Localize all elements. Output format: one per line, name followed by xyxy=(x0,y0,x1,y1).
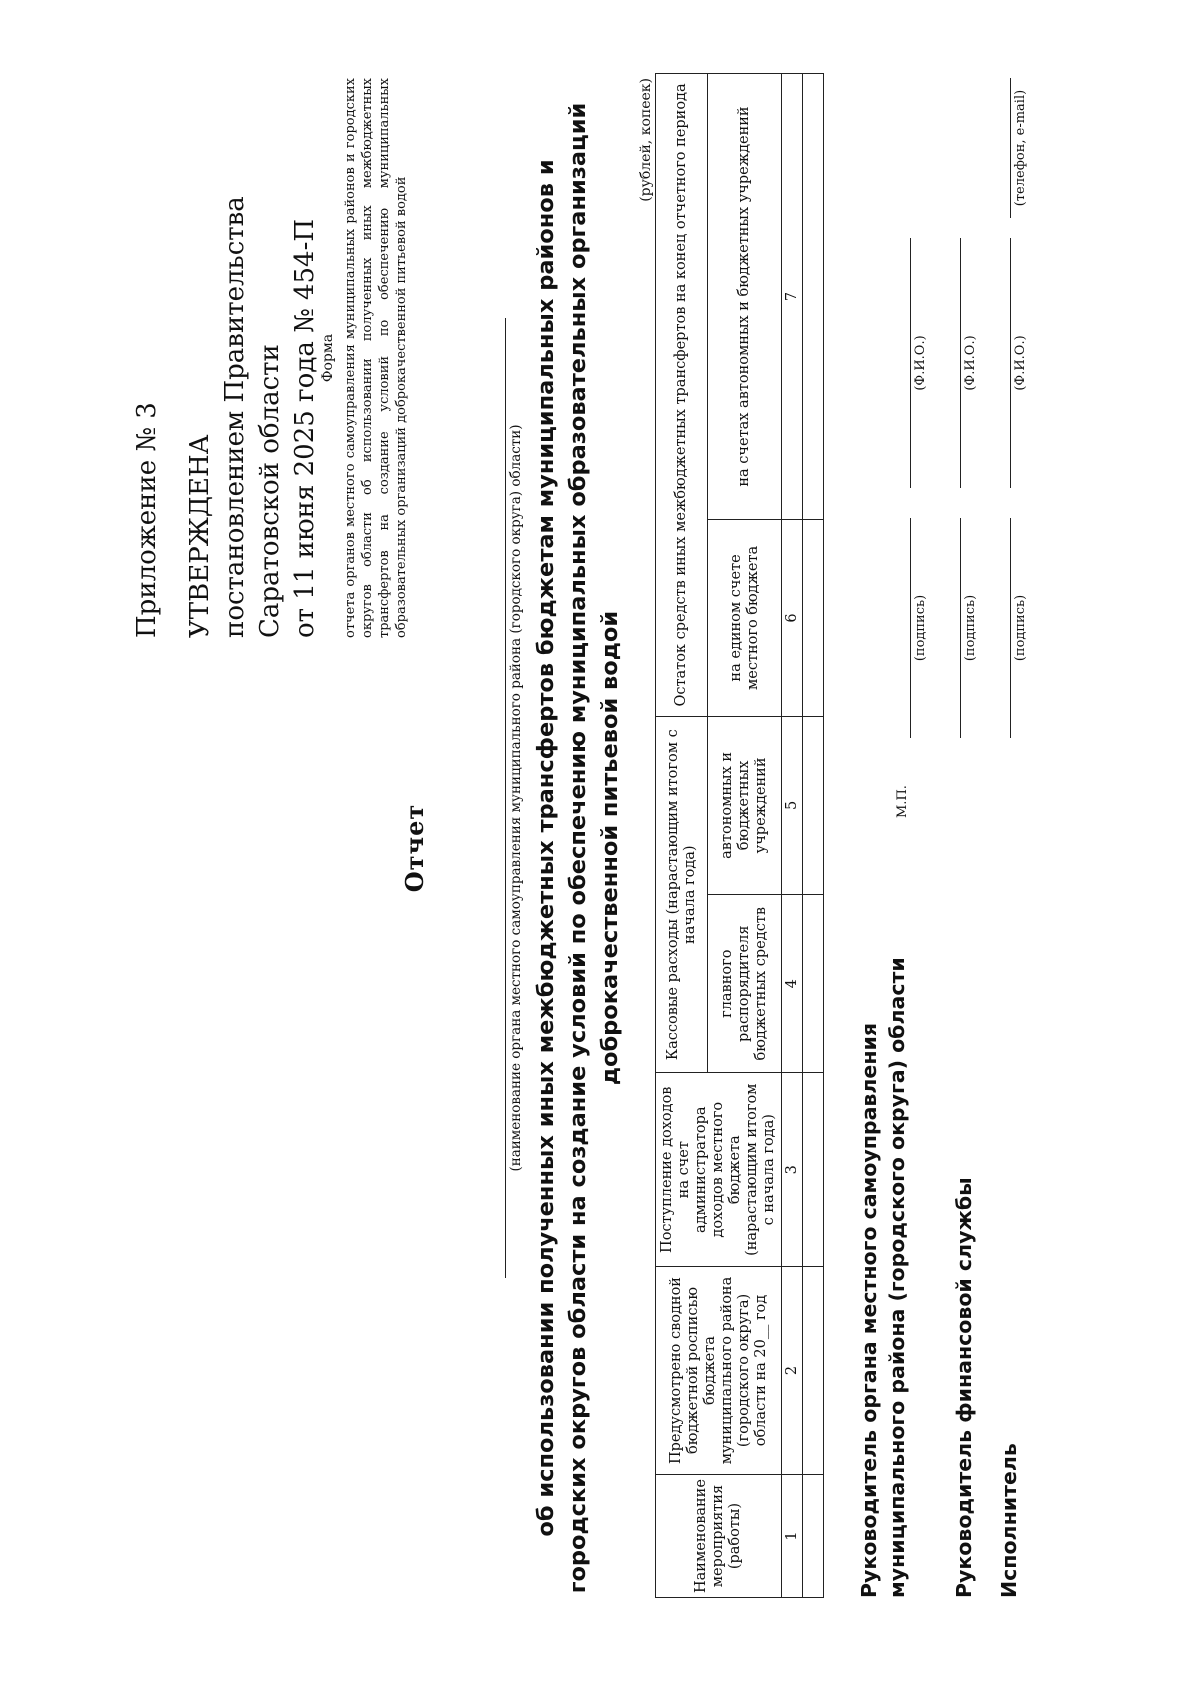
form-label: Форма xyxy=(320,333,336,383)
executor-signature-line xyxy=(1010,518,1011,738)
table-cell[interactable] xyxy=(803,716,824,894)
approved-label: УТВЕРЖДЕНА xyxy=(185,434,215,638)
units-note: (рублей, копеек) xyxy=(638,78,654,202)
org-name-line xyxy=(505,318,506,1278)
column-number: 3 xyxy=(782,1073,803,1266)
finance-signature-line xyxy=(960,518,961,738)
stamp-label: М.П. xyxy=(895,785,910,818)
column-number: 4 xyxy=(782,894,803,1073)
column-numbers-row xyxy=(782,74,803,1598)
approval-line-1: постановлением Правительства xyxy=(220,196,250,638)
column-number: 5 xyxy=(782,716,803,894)
executor-name-line xyxy=(1010,238,1011,488)
form-description: отчета органов местного самоуправления муниципальных районов и городских округов области об использовании полученных иных межбюджетных трансфертов на создание условий по обеспечению муниципальных образовательных организаций доброкачественной питьевой водой xyxy=(343,78,409,638)
head-signature-line xyxy=(910,518,911,738)
finance-name-caption: (Ф.И.О.) xyxy=(963,335,978,391)
document-page xyxy=(55,48,1145,1648)
executor-name-caption: (Ф.И.О.) xyxy=(1013,335,1028,391)
org-name-caption: (наименование органа местного самоуправления муниципального района (городского округа) области) xyxy=(508,424,524,1172)
executor-contact-caption: (телефон, e-mail) xyxy=(1013,89,1028,207)
finance-signature-caption: (подпись) xyxy=(963,594,978,662)
header-activity-name: Наименование мероприятия (работы) xyxy=(656,1475,782,1598)
approval-line-2: Саратовской области xyxy=(255,344,285,638)
table-cell[interactable] xyxy=(803,74,824,520)
column-number: 2 xyxy=(782,1266,803,1474)
header-planned-budget: Предусмотрено сводной бюджетной росписью бюджета муниципального района (городского округа) области на 20__ год xyxy=(656,1266,782,1474)
executor-signature-caption: (подпись) xyxy=(1013,594,1028,662)
table-row xyxy=(803,74,824,1598)
head-signature-caption: (подпись) xyxy=(913,594,928,662)
appendix-number: Приложение № 3 xyxy=(132,402,162,638)
form-block xyxy=(320,78,410,638)
approval-line-3: от 11 июня 2025 года № 454-П xyxy=(290,218,320,638)
table-cell[interactable] xyxy=(803,894,824,1073)
finance-role: Руководитель финансовой службы xyxy=(952,1177,976,1598)
head-role: Руководитель органа местного самоуправления муниципального района (городского округа) области xyxy=(857,957,909,1598)
header-income-receipt: Поступление доходов на счет администратора доходов местного бюджета (нарастающим итогом с начала года) xyxy=(656,1073,782,1266)
column-number: 7 xyxy=(782,74,803,520)
header-cash-expenses: Кассовые расходы (нарастающим итогом с начала года) xyxy=(656,716,708,1073)
approval-block xyxy=(130,78,323,638)
header-main-manager: главного распорядителя бюджетных средств xyxy=(708,894,782,1073)
executor-contact-line xyxy=(1010,78,1011,218)
header-remaining-funds: Остаток средств иных межбюджетных трансфертов на конец отчетного периода xyxy=(656,74,708,717)
head-name-caption: (Ф.И.О.) xyxy=(913,335,928,391)
table-cell[interactable] xyxy=(803,1266,824,1474)
report-title: Отчет xyxy=(400,803,429,893)
table-cell[interactable] xyxy=(803,520,824,717)
finance-name-line xyxy=(960,238,961,488)
head-name-line xyxy=(910,238,911,488)
column-number: 1 xyxy=(782,1475,803,1598)
column-number: 6 xyxy=(782,520,803,717)
header-single-account: на едином счете местного бюджета xyxy=(708,520,782,717)
header-institution-accounts: на счетах автономных и бюджетных учреждений xyxy=(708,74,782,520)
executor-role: Исполнитель xyxy=(997,1443,1021,1598)
report-table xyxy=(655,73,824,1598)
report-subtitle: об использовании полученных иных межбюджетных трансфертов бюджетам муниципальных районов и городских округов области на создание условий по обеспечению муниципальных образовательных организаций доброкачественной питьевой водой xyxy=(533,102,623,1594)
header-institutions: автономных и бюджетных учреждений xyxy=(708,716,782,894)
table-cell[interactable] xyxy=(803,1475,824,1598)
table-cell[interactable] xyxy=(803,1073,824,1266)
